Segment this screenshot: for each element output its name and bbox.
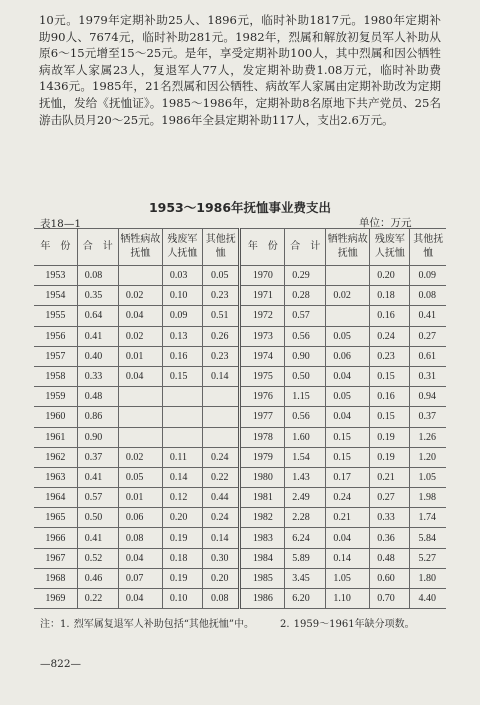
cell-death-pension: 0.04 [118, 548, 162, 568]
cell-death-pension [118, 427, 162, 447]
cell-year: 1979 [240, 447, 285, 467]
cell-year: 1970 [240, 266, 285, 286]
cell-total: 0.46 [77, 568, 118, 588]
cell-year: 1980 [240, 467, 285, 487]
cell-death-pension: 0.05 [326, 326, 370, 346]
cell-year: 1958 [34, 366, 77, 386]
cell-disabled-pension: 0.21 [370, 467, 410, 487]
table-row [34, 387, 446, 407]
cell-year: 1971 [240, 286, 285, 306]
table-row [34, 266, 446, 286]
cell-year: 1964 [34, 488, 77, 508]
cell-other-pension [203, 427, 240, 447]
cell-disabled-pension: 0.16 [162, 346, 202, 366]
cell-disabled-pension: 0.11 [162, 447, 202, 467]
cell-disabled-pension: 0.16 [370, 387, 410, 407]
cell-disabled-pension: 0.70 [370, 589, 410, 609]
cell-other-pension: 5.84 [410, 528, 446, 548]
cell-other-pension: 0.22 [203, 467, 240, 487]
cell-death-pension: 1.10 [326, 589, 370, 609]
cell-disabled-pension: 0.19 [370, 427, 410, 447]
cell-total: 0.90 [285, 346, 326, 366]
cell-other-pension: 0.24 [203, 447, 240, 467]
cell-year: 1954 [34, 286, 77, 306]
table-header-row [34, 229, 446, 266]
cell-disabled-pension: 0.19 [162, 568, 202, 588]
cell-other-pension: 1.74 [410, 508, 446, 528]
cell-death-pension: 0.05 [118, 467, 162, 487]
cell-disabled-pension: 0.19 [370, 447, 410, 467]
cell-year: 1959 [34, 387, 77, 407]
cell-disabled-pension: 0.18 [370, 286, 410, 306]
table-row [34, 447, 446, 467]
cell-year: 1975 [240, 366, 285, 386]
cell-total: 0.40 [77, 346, 118, 366]
cell-other-pension: 0.08 [203, 589, 240, 609]
cell-total: 2.28 [285, 508, 326, 528]
cell-total: 0.22 [77, 589, 118, 609]
cell-total: 0.56 [285, 326, 326, 346]
cell-disabled-pension: 0.27 [370, 488, 410, 508]
table-row [34, 306, 446, 326]
cell-year: 1976 [240, 387, 285, 407]
header-disabled-pension: 残废军人抚恤 [370, 229, 410, 266]
cell-year: 1962 [34, 447, 77, 467]
cell-other-pension: 0.44 [203, 488, 240, 508]
cell-other-pension [203, 387, 240, 407]
table-unit: 单位：万元 [359, 217, 412, 229]
cell-total: 1.60 [285, 427, 326, 447]
cell-death-pension: 0.02 [118, 286, 162, 306]
cell-total: 6.24 [285, 528, 326, 548]
cell-other-pension: 0.37 [410, 407, 446, 427]
cell-year: 1955 [34, 306, 77, 326]
cell-death-pension: 0.02 [118, 447, 162, 467]
cell-other-pension: 0.14 [203, 528, 240, 548]
cell-disabled-pension: 0.20 [162, 508, 202, 528]
cell-death-pension: 0.14 [326, 548, 370, 568]
cell-year: 1978 [240, 427, 285, 447]
cell-total: 2.49 [285, 488, 326, 508]
cell-disabled-pension: 0.15 [370, 407, 410, 427]
cell-other-pension [203, 407, 240, 427]
header-other-pension: 其他抚恤 [410, 229, 446, 266]
cell-disabled-pension: 0.14 [162, 467, 202, 487]
cell-year: 1973 [240, 326, 285, 346]
cell-year: 1986 [240, 589, 285, 609]
cell-year: 1967 [34, 548, 77, 568]
cell-disabled-pension: 0.18 [162, 548, 202, 568]
cell-other-pension: 0.27 [410, 326, 446, 346]
cell-disabled-pension: 0.15 [370, 366, 410, 386]
cell-year: 1984 [240, 548, 285, 568]
cell-total: 0.37 [77, 447, 118, 467]
cell-total: 0.90 [77, 427, 118, 447]
cell-other-pension: 0.30 [203, 548, 240, 568]
cell-year: 1956 [34, 326, 77, 346]
cell-disabled-pension: 0.60 [370, 568, 410, 588]
cell-death-pension: 0.04 [118, 589, 162, 609]
table-row [34, 346, 446, 366]
cell-disabled-pension [162, 407, 202, 427]
cell-other-pension: 1.26 [410, 427, 446, 447]
cell-year: 1983 [240, 528, 285, 548]
cell-other-pension: 0.14 [203, 366, 240, 386]
cell-total: 0.41 [77, 467, 118, 487]
cell-death-pension: 0.24 [326, 488, 370, 508]
table-row [34, 528, 446, 548]
cell-total: 0.52 [77, 548, 118, 568]
expenditure-table [34, 228, 446, 609]
cell-other-pension: 0.51 [203, 306, 240, 326]
cell-disabled-pension: 0.10 [162, 589, 202, 609]
cell-year: 1968 [34, 568, 77, 588]
table-row [34, 568, 446, 588]
table-row [34, 326, 446, 346]
cell-total: 0.50 [285, 366, 326, 386]
header-death-pension: 牺牲病故抚恤 [326, 229, 370, 266]
cell-total: 0.35 [77, 286, 118, 306]
cell-death-pension [118, 387, 162, 407]
cell-disabled-pension: 0.13 [162, 326, 202, 346]
cell-other-pension: 0.41 [410, 306, 446, 326]
cell-total: 0.50 [77, 508, 118, 528]
cell-other-pension: 1.98 [410, 488, 446, 508]
cell-other-pension: 0.24 [203, 508, 240, 528]
cell-disabled-pension: 0.10 [162, 286, 202, 306]
cell-death-pension: 0.04 [118, 366, 162, 386]
cell-total: 1.15 [285, 387, 326, 407]
header-year: 年 份 [34, 229, 77, 266]
table-row [34, 366, 446, 386]
header-death-pension: 牺牲病故抚恤 [118, 229, 162, 266]
cell-death-pension: 0.04 [326, 366, 370, 386]
cell-disabled-pension: 0.33 [370, 508, 410, 528]
cell-total: 0.48 [77, 387, 118, 407]
cell-disabled-pension: 0.09 [162, 306, 202, 326]
cell-total: 0.86 [77, 407, 118, 427]
cell-year: 1982 [240, 508, 285, 528]
cell-total: 0.41 [77, 326, 118, 346]
cell-death-pension: 0.17 [326, 467, 370, 487]
cell-death-pension [118, 407, 162, 427]
cell-total: 0.57 [77, 488, 118, 508]
cell-total: 5.89 [285, 548, 326, 568]
cell-death-pension: 0.01 [118, 346, 162, 366]
cell-year: 1960 [34, 407, 77, 427]
cell-total: 0.29 [285, 266, 326, 286]
cell-year: 1972 [240, 306, 285, 326]
cell-disabled-pension: 0.24 [370, 326, 410, 346]
header-total: 合 计 [285, 229, 326, 266]
cell-total: 0.33 [77, 366, 118, 386]
cell-total: 3.45 [285, 568, 326, 588]
cell-disabled-pension [162, 387, 202, 407]
table-row [34, 488, 446, 508]
cell-other-pension: 0.23 [203, 346, 240, 366]
cell-other-pension: 0.94 [410, 387, 446, 407]
cell-disabled-pension: 0.12 [162, 488, 202, 508]
cell-other-pension: 4.40 [410, 589, 446, 609]
cell-disabled-pension [162, 427, 202, 447]
cell-disabled-pension: 0.19 [162, 528, 202, 548]
cell-death-pension: 0.08 [118, 528, 162, 548]
table-notes [40, 615, 415, 630]
table-row [34, 508, 446, 528]
cell-disabled-pension: 0.16 [370, 306, 410, 326]
cell-year: 1961 [34, 427, 77, 447]
cell-death-pension: 0.06 [118, 508, 162, 528]
cell-other-pension: 0.26 [203, 326, 240, 346]
cell-other-pension: 0.31 [410, 366, 446, 386]
cell-other-pension: 0.61 [410, 346, 446, 366]
note-1: 注：1. 烈军属复退军人补助包括“其他抚恤”中。 [40, 619, 254, 630]
cell-death-pension: 0.05 [326, 387, 370, 407]
cell-other-pension: 1.20 [410, 447, 446, 467]
body-paragraph: 10元。1979年定期补助25人、1896元，临时补助1817元。1980年定期补助90人、7674元，临时补助281元。1982年，烈属和解放初复员军人补助从原6～15元增至15～25元。是年，享受定期补助100人，其中烈属和因公牺牲病故军人家属23人，复退军人77人，发定期补助费1.08万元，临时补助费1436元。1985年，21名烈属和因公牺牲、病故军人家属由定期补助改为定期抚恤，发给《抚恤证》。1985～1986年，定期补助8名原地下共产党员、25名游击队员月20～25元。1986年全县定期补助117人，支出2.6万元。 [39, 13, 441, 127]
cell-year: 1965 [34, 508, 77, 528]
cell-death-pension: 0.04 [326, 407, 370, 427]
cell-total: 0.57 [285, 306, 326, 326]
cell-disabled-pension: 0.36 [370, 528, 410, 548]
table-row [34, 548, 446, 568]
cell-disabled-pension: 0.03 [162, 266, 202, 286]
cell-year: 1969 [34, 589, 77, 609]
cell-total: 0.64 [77, 306, 118, 326]
table-number: 表18—1 [40, 218, 82, 230]
cell-death-pension [326, 306, 370, 326]
table-row [34, 407, 446, 427]
cell-death-pension: 0.21 [326, 508, 370, 528]
cell-disabled-pension: 0.15 [162, 366, 202, 386]
cell-other-pension: 0.09 [410, 266, 446, 286]
table-row [34, 286, 446, 306]
cell-other-pension: 0.05 [203, 266, 240, 286]
cell-total: 6.20 [285, 589, 326, 609]
cell-year: 1953 [34, 266, 77, 286]
header-year: 年 份 [240, 229, 285, 266]
cell-death-pension [118, 266, 162, 286]
cell-year: 1966 [34, 528, 77, 548]
cell-other-pension: 5.27 [410, 548, 446, 568]
cell-other-pension: 1.05 [410, 467, 446, 487]
cell-total: 0.56 [285, 407, 326, 427]
cell-death-pension: 1.05 [326, 568, 370, 588]
cell-year: 1957 [34, 346, 77, 366]
cell-year: 1974 [240, 346, 285, 366]
cell-other-pension: 0.20 [203, 568, 240, 588]
cell-year: 1963 [34, 467, 77, 487]
header-disabled-pension: 残废军人抚恤 [162, 229, 202, 266]
cell-death-pension: 0.15 [326, 447, 370, 467]
page-number: —822— [40, 658, 82, 670]
cell-other-pension: 0.08 [410, 286, 446, 306]
cell-total: 0.08 [77, 266, 118, 286]
table-row [34, 427, 446, 447]
cell-other-pension: 0.23 [203, 286, 240, 306]
cell-death-pension: 0.02 [118, 326, 162, 346]
cell-total: 0.28 [285, 286, 326, 306]
cell-disabled-pension: 0.48 [370, 548, 410, 568]
cell-disabled-pension: 0.20 [370, 266, 410, 286]
cell-death-pension: 0.01 [118, 488, 162, 508]
cell-death-pension: 0.07 [118, 568, 162, 588]
cell-disabled-pension: 0.23 [370, 346, 410, 366]
cell-death-pension: 0.15 [326, 427, 370, 447]
header-other-pension: 其他抚恤 [203, 229, 240, 266]
cell-total: 1.43 [285, 467, 326, 487]
table-title: 1953～1986年抚恤事业费支出 [148, 200, 332, 215]
cell-death-pension: 0.04 [326, 528, 370, 548]
cell-other-pension: 1.80 [410, 568, 446, 588]
cell-year: 1985 [240, 568, 285, 588]
table-row [34, 467, 446, 487]
cell-total: 0.41 [77, 528, 118, 548]
header-total: 合 计 [77, 229, 118, 266]
cell-death-pension: 0.06 [326, 346, 370, 366]
table-row [34, 589, 446, 609]
cell-total: 1.54 [285, 447, 326, 467]
cell-death-pension: 0.04 [118, 306, 162, 326]
cell-death-pension [326, 266, 370, 286]
cell-year: 1977 [240, 407, 285, 427]
note-2: 2. 1959～1961年缺分项数。 [279, 619, 415, 630]
cell-year: 1981 [240, 488, 285, 508]
cell-death-pension: 0.02 [326, 286, 370, 306]
